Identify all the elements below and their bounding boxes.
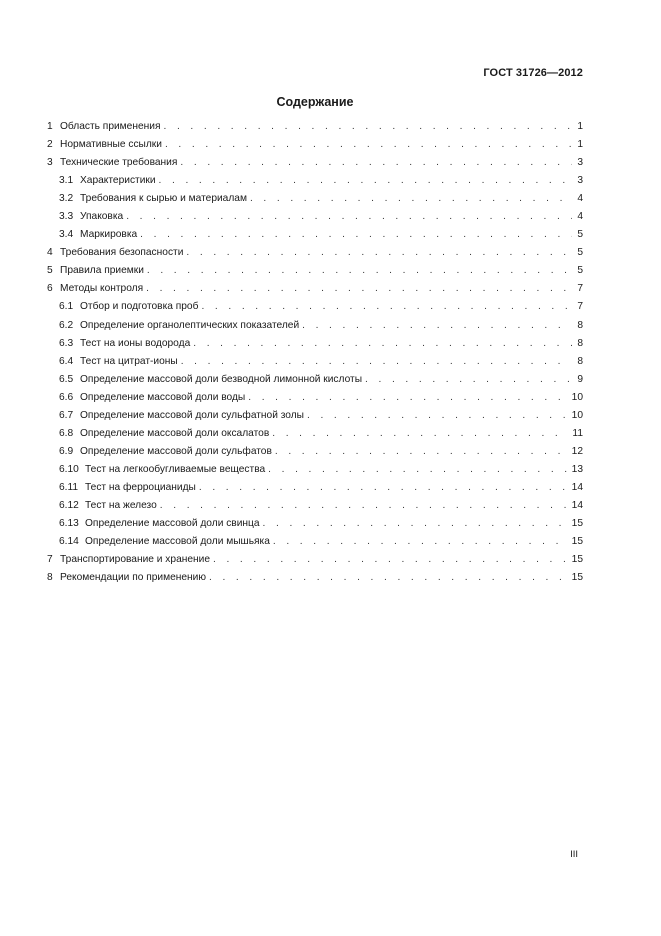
toc-entry-label: Транспортирование и хранение xyxy=(60,554,211,566)
toc-entry-page: 4 xyxy=(577,211,583,223)
toc-entry[interactable] xyxy=(47,320,583,338)
dot-leader xyxy=(307,410,569,421)
dot-leader xyxy=(146,283,572,294)
toc-entry-page: 8 xyxy=(577,355,583,367)
toc-entry-page: 10 xyxy=(571,391,583,403)
toc-entry-label: Тест на ферроцианиды xyxy=(85,481,196,493)
dot-leader xyxy=(181,356,572,367)
toc-entry[interactable] xyxy=(47,265,583,283)
dot-leader xyxy=(126,211,572,222)
toc-entry-number: 3.1 xyxy=(59,175,74,187)
dot-leader xyxy=(273,536,569,547)
dot-leader xyxy=(180,157,572,168)
toc-entry[interactable] xyxy=(47,536,583,554)
toc-entry-label: Область применения xyxy=(60,121,161,132)
toc-entry-label: Отбор и подготовка проб xyxy=(80,301,199,313)
toc-entry-number: 3 xyxy=(47,157,53,169)
dot-leader xyxy=(263,518,569,529)
toc-entry-number: 6.6 xyxy=(59,391,74,403)
toc-entry-page: 4 xyxy=(577,193,583,205)
toc-entry-number: 6.13 xyxy=(59,518,79,530)
toc-entry[interactable] xyxy=(47,157,583,175)
toc-entry-page: 15 xyxy=(571,572,583,584)
toc-entry-number: 6.3 xyxy=(59,337,74,349)
dot-leader xyxy=(186,247,572,258)
toc-entry[interactable] xyxy=(47,482,583,500)
toc-entry-page: 11 xyxy=(572,427,583,439)
toc-entry-page: 3 xyxy=(577,175,583,187)
toc-entry-label: Определение массовой доли свинца xyxy=(85,518,260,530)
toc-entry-page: 5 xyxy=(577,247,583,259)
toc-entry-page: 5 xyxy=(577,265,583,277)
dot-leader xyxy=(248,392,568,403)
toc-entry-page: 8 xyxy=(577,319,583,331)
toc-entry[interactable] xyxy=(47,229,583,247)
toc-entry-label: Методы контроля xyxy=(60,283,144,295)
toc-entry-label: Технические требования xyxy=(60,157,178,169)
toc-entry[interactable] xyxy=(47,121,583,139)
toc-entry-number: 6.5 xyxy=(59,373,74,385)
toc-entry-label: Определение массовой доли сульфатов xyxy=(80,445,272,457)
toc-entry[interactable] xyxy=(47,518,583,536)
toc-entry-number: 6.11 xyxy=(59,481,79,493)
toc-entry-label: Определение органолептических показателей xyxy=(80,319,300,331)
toc-entry-number: 3.3 xyxy=(59,211,74,223)
dot-leader xyxy=(302,320,572,331)
dot-leader xyxy=(160,500,569,511)
toc-entry-number: 1 xyxy=(47,121,53,132)
toc-entry-page: 1 xyxy=(577,121,583,132)
toc-entry-number: 6.12 xyxy=(59,499,79,511)
toc-entry-number: 7 xyxy=(47,554,53,566)
toc-entry[interactable] xyxy=(47,464,583,482)
toc-entry-page: 15 xyxy=(571,518,583,530)
toc-entry-label: Упаковка xyxy=(80,211,124,223)
toc-entry[interactable] xyxy=(47,554,583,572)
toc-entry-page: 9 xyxy=(577,373,583,385)
toc-entry-label: Определение массовой доли воды xyxy=(80,391,246,403)
toc-entry-label: Тест на ионы водорода xyxy=(80,337,191,349)
toc-entry-label: Правила приемки xyxy=(60,265,144,277)
dot-leader xyxy=(268,464,568,475)
toc-entry-page: 13 xyxy=(571,463,583,475)
toc-entry[interactable] xyxy=(47,283,583,301)
toc-entry-number: 6.7 xyxy=(59,409,74,421)
toc-entry[interactable] xyxy=(47,392,583,410)
toc-entry-page: 3 xyxy=(577,157,583,169)
toc-entry-page: 1 xyxy=(577,139,583,151)
dot-leader xyxy=(201,301,572,312)
dot-leader xyxy=(209,572,569,583)
toc-entry-label: Тест на железо xyxy=(85,499,157,511)
toc-entry[interactable] xyxy=(47,410,583,428)
dot-leader xyxy=(199,482,569,493)
toc-entry[interactable] xyxy=(47,211,583,229)
page-number: III xyxy=(570,849,578,860)
toc-entry-label: Маркировка xyxy=(80,229,138,241)
dot-leader xyxy=(147,265,572,276)
toc-entry-page: 14 xyxy=(571,481,583,493)
toc-title: Содержание xyxy=(276,95,354,109)
toc-entry-page: 14 xyxy=(571,499,583,511)
toc-entry[interactable] xyxy=(47,193,583,211)
dot-leader xyxy=(165,139,572,150)
toc-entry[interactable] xyxy=(47,428,583,446)
toc-entry-label: Нормативные ссылки xyxy=(60,139,162,151)
toc-entry-number: 6.1 xyxy=(59,301,74,313)
dot-leader xyxy=(159,175,572,186)
toc-entry-number: 3.4 xyxy=(59,229,74,241)
toc-entry-label: Рекомендации по применению xyxy=(60,572,207,584)
dot-leader xyxy=(275,446,569,457)
toc-entry[interactable] xyxy=(47,175,583,193)
dot-leader xyxy=(163,121,572,132)
dot-leader xyxy=(140,229,572,240)
toc-entry-number: 6.4 xyxy=(59,355,74,367)
toc-entry-label: Характеристики xyxy=(80,175,156,187)
dot-leader xyxy=(272,428,569,439)
toc-entry[interactable] xyxy=(47,338,583,356)
toc-entry-page: 10 xyxy=(571,409,583,421)
toc-entry-label: Требования безопасности xyxy=(60,247,184,259)
toc-entry-label: Определение массовой доли мышьяка xyxy=(85,536,270,548)
dot-leader xyxy=(365,374,572,385)
toc-entry-number: 5 xyxy=(47,265,53,277)
toc-entry-number: 4 xyxy=(47,247,53,259)
toc-entry-number: 6 xyxy=(47,283,53,295)
toc-entry[interactable] xyxy=(47,356,583,374)
toc-entry-label: Определение массовой доли оксалатов xyxy=(80,427,270,439)
toc-entry-page: 8 xyxy=(577,337,583,349)
toc-entry[interactable] xyxy=(47,301,583,319)
toc-entry[interactable] xyxy=(47,247,583,265)
toc-entry-number: 6.9 xyxy=(59,445,74,457)
toc-entry-page: 12 xyxy=(571,445,583,457)
toc-entry-label: Тест на легкообугливаемые вещества xyxy=(85,463,266,475)
toc-entry-number: 8 xyxy=(47,572,53,584)
toc-entry-label: Тест на цитрат-ионы xyxy=(80,355,178,367)
toc-entry-number: 2 xyxy=(47,139,53,151)
dot-leader xyxy=(213,554,569,565)
toc-entry-number: 6.8 xyxy=(59,427,74,439)
toc-entry-label: Определение массовой доли безводной лимонной кислоты xyxy=(80,373,363,385)
toc-entry-number: 6.14 xyxy=(59,536,79,548)
toc-entry-number: 6.10 xyxy=(59,463,79,475)
dot-leader xyxy=(250,193,572,204)
toc-entry-page: 7 xyxy=(577,301,583,313)
toc-entry[interactable] xyxy=(47,572,583,590)
toc-entry-label: Определение массовой доли сульфатной золы xyxy=(80,409,304,421)
toc-entry[interactable] xyxy=(47,139,583,157)
toc-entry-page: 5 xyxy=(577,229,583,241)
dot-leader xyxy=(193,338,572,349)
toc-entry[interactable] xyxy=(47,446,583,464)
toc-entry-page: 15 xyxy=(571,536,583,548)
toc-entry-page: 7 xyxy=(577,283,583,295)
toc-entry-label: Требования к сырью и материалам xyxy=(80,193,247,205)
toc-entry-number: 3.2 xyxy=(59,193,74,205)
toc-entry-page: 15 xyxy=(571,554,583,566)
table-of-contents xyxy=(47,121,583,590)
toc-entry[interactable] xyxy=(47,374,583,392)
toc-entry-number: 6.2 xyxy=(59,319,74,331)
toc-entry[interactable] xyxy=(47,500,583,518)
document-code: ГОСТ 31726—2012 xyxy=(483,67,583,79)
